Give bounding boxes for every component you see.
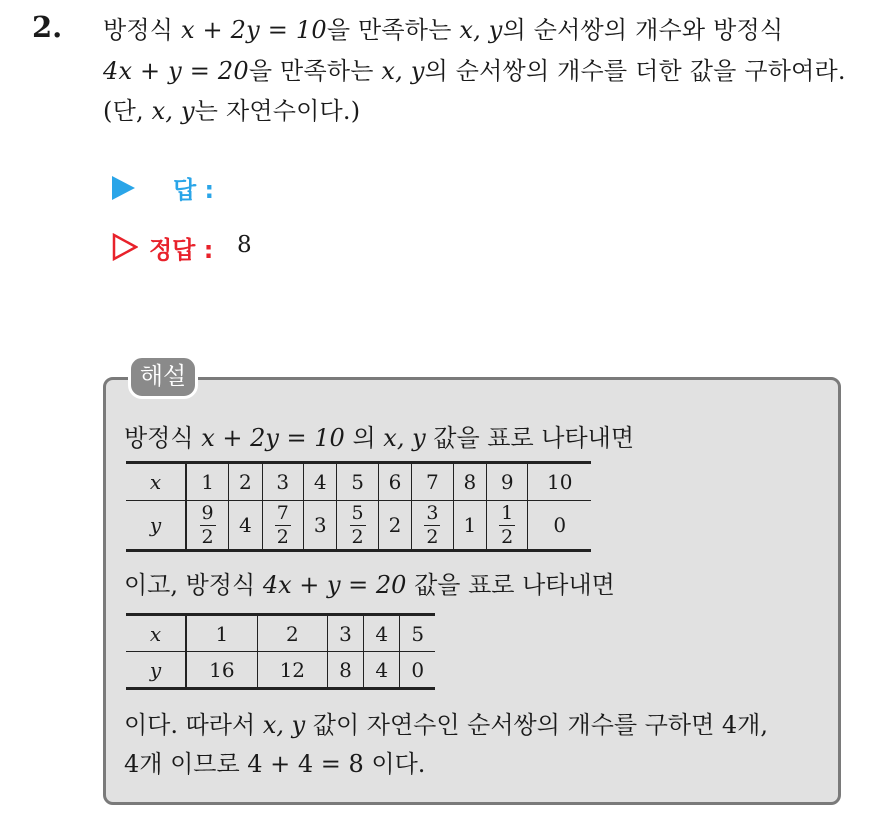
question-text: (단, <box>103 97 152 125</box>
question-text: 의 순서쌍의 개수를 더한 값을 구하여라. <box>424 57 846 85</box>
x-header: x <box>126 615 186 652</box>
x-value-cell: 3 <box>327 615 363 652</box>
question-line-1 <box>103 10 783 45</box>
explanation-tag: 해설 <box>128 355 198 399</box>
y-value-cell: 4 <box>229 501 262 551</box>
values-table-2 <box>126 613 435 690</box>
x-value-cell: 4 <box>364 615 400 652</box>
equation-2: 4x + y = 20 <box>262 571 407 599</box>
question-line-2 <box>103 51 846 86</box>
x-value-cell: 10 <box>528 463 591 501</box>
numerator: 3 <box>426 501 439 524</box>
x-value-cell: 9 <box>486 463 527 501</box>
x-value-cell: 7 <box>412 463 453 501</box>
explanation-text: 방정식 <box>124 424 202 452</box>
correct-answer-value: 8 <box>237 232 252 258</box>
y-value-cell: 16 <box>186 652 257 689</box>
equation-2: 4x + y = 20 <box>103 57 249 85</box>
correct-answer-label: 정답 : <box>149 236 214 264</box>
variables: x, y <box>381 57 425 85</box>
numerator: 7 <box>276 501 289 524</box>
question-text: 방정식 <box>103 16 181 44</box>
x-header: x <box>126 463 186 501</box>
y-fraction-cell <box>412 501 453 551</box>
y-header: y <box>126 652 186 689</box>
y-header: y <box>126 501 186 551</box>
x-value-cell: 1 <box>186 463 229 501</box>
explanation-conclusion-2: 4개 이므로 4 + 4 = 8 이다. <box>124 750 426 778</box>
explanation-text: 값을 표로 나타내면 <box>406 571 615 599</box>
y-value-cell: 1 <box>453 501 486 551</box>
numerator: 1 <box>501 501 514 524</box>
y-fraction-cell <box>262 501 303 551</box>
answer-label: 답 : <box>173 176 215 204</box>
numerator: 5 <box>351 501 364 524</box>
x-value-cell: 4 <box>304 463 337 501</box>
question-text: 을 만족하는 <box>326 16 460 44</box>
denominator: 2 <box>501 525 514 548</box>
x-value-cell: 8 <box>453 463 486 501</box>
y-value-cell: 8 <box>327 652 363 689</box>
denominator: 2 <box>201 525 214 548</box>
y-value-cell: 4 <box>364 652 400 689</box>
equation-1: x + 2y = 10 <box>180 16 327 44</box>
fraction <box>499 501 515 548</box>
y-value-cell: 0 <box>400 652 435 689</box>
explanation-text: 의 <box>344 424 384 452</box>
y-fraction-cell <box>486 501 527 551</box>
y-value-cell: 12 <box>257 652 327 689</box>
question-number: 2. <box>32 10 63 44</box>
explanation-conclusion-1 <box>124 705 768 740</box>
x-value-cell: 5 <box>337 463 378 501</box>
variables: x, y <box>383 424 426 452</box>
question-text: 의 순서쌍의 개수와 방정식 <box>502 16 784 44</box>
explanation-intro <box>124 418 634 453</box>
equation-1: x + 2y = 10 <box>201 424 345 452</box>
denominator: 2 <box>426 525 439 548</box>
x-value-cell: 6 <box>378 463 411 501</box>
y-fraction-cell <box>337 501 378 551</box>
denominator: 2 <box>276 525 289 548</box>
x-value-cell: 2 <box>229 463 262 501</box>
explanation-text: 이다. 따라서 <box>124 711 263 739</box>
x-value-cell: 3 <box>262 463 303 501</box>
explanation-text: 값을 표로 나타내면 <box>425 424 634 452</box>
fraction <box>275 501 291 548</box>
outline-triangle-icon <box>112 233 138 261</box>
values-table-1 <box>126 461 591 552</box>
variables: x, y <box>151 97 195 125</box>
fraction <box>350 501 366 548</box>
y-fraction-cell <box>186 501 229 551</box>
explanation-text: 이고, 방정식 <box>124 571 263 599</box>
question-line-3 <box>103 91 360 126</box>
question-text: 을 만족하는 <box>248 57 382 85</box>
variables: x, y <box>262 711 306 739</box>
y-value-cell: 0 <box>528 501 591 551</box>
x-value-cell: 2 <box>257 615 327 652</box>
x-value-cell: 5 <box>400 615 435 652</box>
question-text: 는 자연수이다.) <box>194 97 361 125</box>
x-value-cell: 1 <box>186 615 257 652</box>
numerator: 9 <box>201 501 214 524</box>
explanation-middle <box>124 565 615 600</box>
variables: x, y <box>459 16 503 44</box>
y-value-cell: 2 <box>378 501 411 551</box>
fraction <box>424 501 440 548</box>
fraction <box>200 501 216 548</box>
y-value-cell: 3 <box>304 501 337 551</box>
play-triangle-icon <box>112 176 135 200</box>
explanation-text: 값이 자연수인 순서쌍의 개수를 구하면 4개, <box>305 711 768 739</box>
denominator: 2 <box>351 525 364 548</box>
